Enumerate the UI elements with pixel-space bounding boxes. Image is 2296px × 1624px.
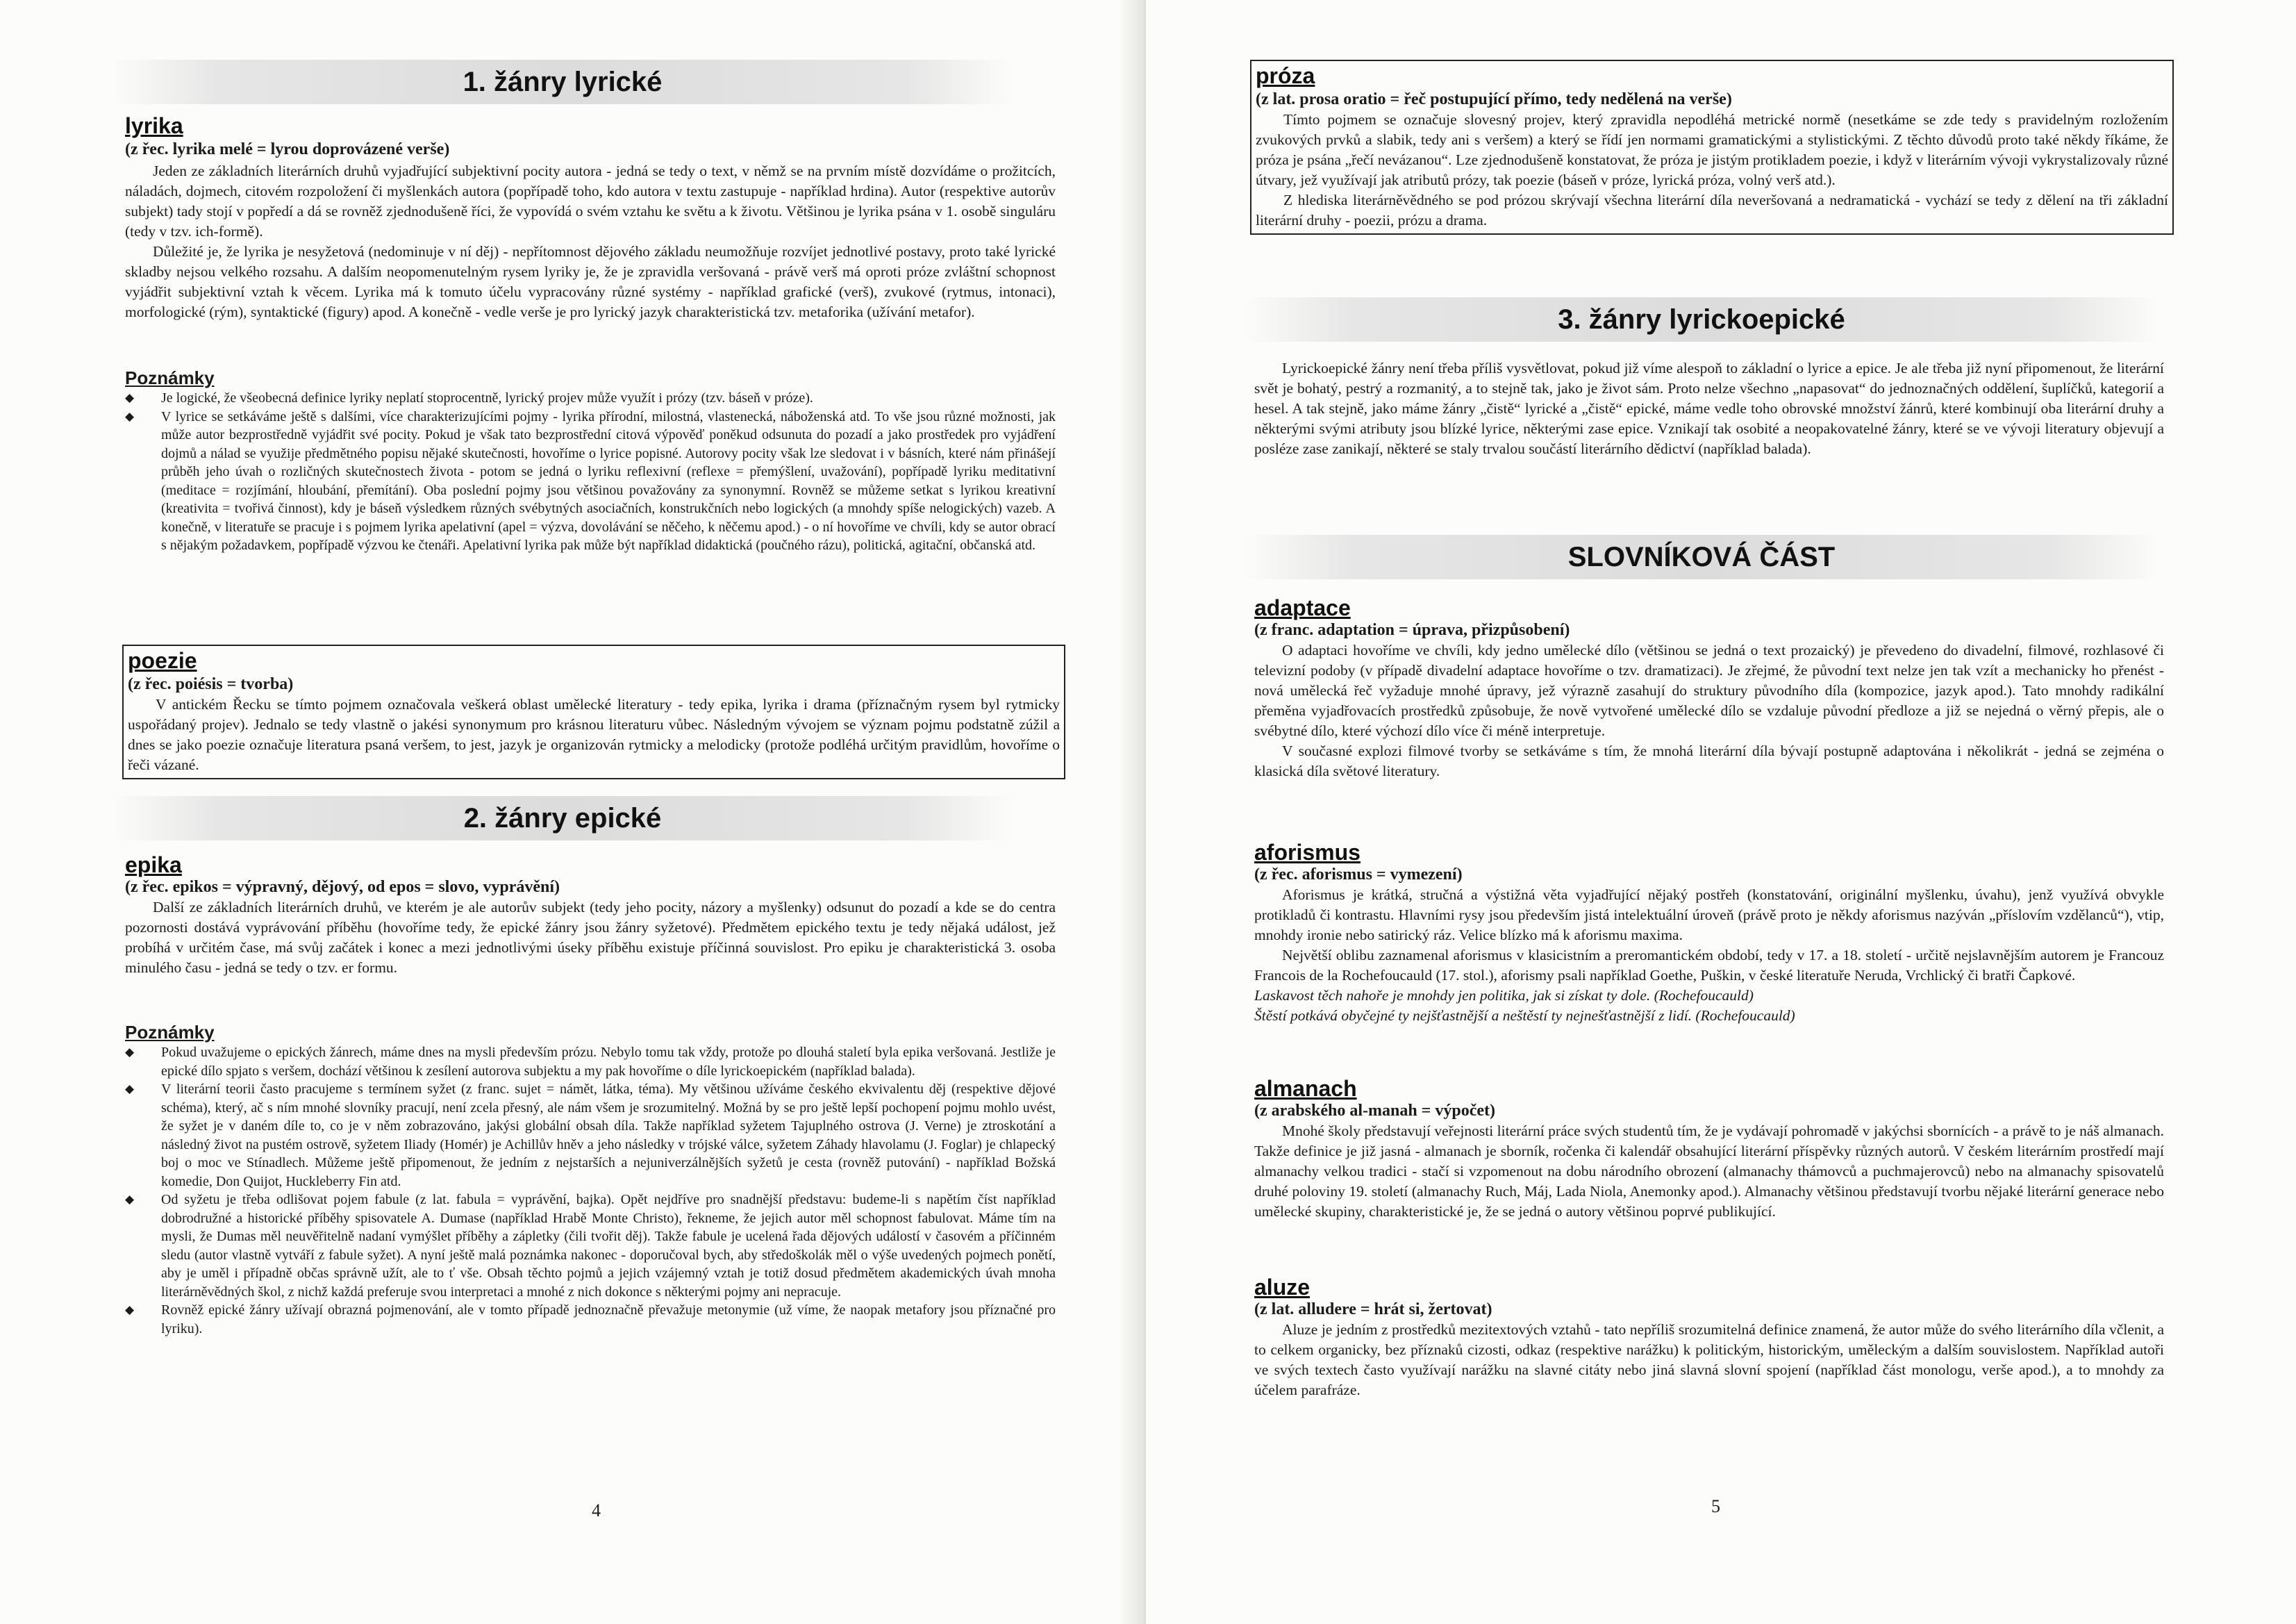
section-banner-lyricoepic: 3. žánry lyrickoepické: [1243, 297, 2160, 342]
entry-box-poezie: [122, 645, 1065, 779]
entry-origin-proza: (z lat. prosa oratio = řeč postupující přímo, tedy nedělená na verše): [1256, 90, 1732, 108]
note-text: Rovněž epické žánry užívají obrazná pojmenování, ale v tomto případě jednoznačně převažuje metonymie (už víme, že naopak metafory jsou příznačné pro lyriku).: [161, 1302, 1056, 1336]
paragraph: Z hlediska literárněvědného se pod prózou skrývají všechna literární díla neveršovaná a nedramatická - vychází se tedy z dělení na tři základní literární druhy - poezii, prózu a drama.: [1256, 192, 2168, 229]
entry-origin-almanach: (z arabského al-manah = výpočet): [1254, 1102, 1495, 1120]
entry-origin-aforismus: (z řec. aforismus = vymezení): [1254, 865, 1463, 884]
diamond-bullet-icon: ◆: [125, 1303, 135, 1316]
entry-title-lyrika: lyrika: [125, 113, 183, 138]
entry-text-lyrika: [125, 161, 1056, 322]
diamond-bullet-icon: ◆: [125, 409, 135, 423]
note-text: Od syžetu je třeba odlišovat pojem fabule (z lat. fabula = vyprávění, bajka). Opět nejdříve pro snadnější představu: budeme-li s napětím číst například dobrodružné a historické příběhy spisovatele A. Dumase (například Hrabě Monte Christo), řekneme, že jejich autor měl schopnost fabulovat. Máme tím na mysli, že Dumas měl neuvěřitelně nadaní vymýšlet příběhy a zápletky (čili tvořit děj). Takže fabule je ucelená řada dějových událostí v časovém a příčinném sledu (autor vlastně vytváří z fabule syžet). A nyní ještě malá poznámka nakonec - doporučoval bych, aby středoškolák měl o výše uvedených pojmech ponětí, aby je uměl i případně občas správně užít, ale to ť vše. Obsah těchto pojmů a jejich vzájemný vztah je totiž dosud předmětem akademických úvah mnoha literárněvědných škol, z nichž každá preferuje svou interpretaci a mnohé z nich dokonce s některými pojmy ani nepracuje.: [161, 1192, 1056, 1300]
notes-title-lyrika: Poznámky: [125, 367, 215, 388]
section-banner-epic: 2. žánry epické: [111, 796, 1014, 840]
note-text: Pokud uvažujeme o epických žánrech, máme dnes na mysli především prózu. Nebylo tomu tak vždy, protože po dlouhá staletí byla epika veršovaná. Jestliže je epické dílo spjato s veršem, dochází většinou k zesílení autorova subjektu a my pak hovoříme o díle lyrickoepickém (například balada).: [161, 1045, 1056, 1079]
entry-origin-lyrika: (z řec. lyrika melé = lyrou doprovázené verše): [125, 140, 450, 158]
note-text: V literární teorii často pracujeme s termínem syžet (z franc. sujet = námět, látka, téma). My většinou užíváme českého ekvivalentu děj (respektive dějové schéma), který, ač s ním mnohé slovníky pracují, není zcela přesný, ale nám všem je srozumitelný. Možná by se pro ještě lepší pochopení pojmu mohlo uvést, že syžet je v daném díle to, co je v něm zobrazováno, jakýsi globální obsah díla. Takže například syžetem Tajuplného ostrova (J. Verne) je ztroskotání a následný život na pustém ostrově, syžetem Iliady (Homér) je Achillův hněv a jeho následky v trójské válce, syžetem Záhady hlavolamu (J. Foglar) je chlapecký boj o moc ve Stínadlech. Můžeme ještě připomenout, že jedním z nejstarších a nejuniverzálnějších syžetů je cesta (rovněž putování) - například Božská komedie, Don Quijot, Huckleberry Fin atd.: [161, 1082, 1056, 1189]
paragraph: Aforismus je krátká, stručná a výstižná věta vyjadřující nějaký postřeh (konstatování, originální myšlenku, úvahu), jenž využívá obvykle protikladů či kontrastu. Hlavními rysy jsou především jistá intelektuální úroveň (právě proto je někdy aforismus nazýván „příslovím vzdělanců“), vtip, mnohdy ironie nebo satirický ráz. Velice blízko má k aforismu maxima.: [1254, 886, 2164, 943]
entry-title-epika: epika: [125, 852, 182, 877]
quote: Laskavost těch nahoře je mnohdy jen politika, jak si získat ty dole. (Rochefoucauld): [1254, 987, 1754, 1004]
entry-text-adaptace: [1254, 640, 2164, 781]
entry-text-aluze: [1254, 1320, 2164, 1400]
list-item: [125, 1043, 1056, 1080]
list-item: [125, 1080, 1056, 1191]
page-number: 4: [592, 1500, 601, 1521]
left-page: [0, 0, 1146, 1624]
paragraph: Mnohé školy představují veřejnosti literární práce svých studentů tím, že je vydávají pohromadě v jakýchsi sbornících - a právě to je náš almanach. Takže definice je již jasná - almanach je sborník, ročenka či kalendář obsahující literární příspěvky různých autorů. V českém literárním prostředí mají almanachy velkou tradici - stačí si vzpomenout na dobu národního obrození (almanachy thámovců a puchmajerovců) nebo na almanachy spisovatelů druhé poloviny 19. století (almanachy Ruch, Máj, Lada Niola, Anemonky apod.). Almanachy většinou představují tvorbu nějaké literární generace nebo umělecké skupiny, charakteristické je, že se jedná o autory většinou poprvé publikující.: [1254, 1122, 2164, 1220]
entry-title-aluze: aluze: [1254, 1275, 1311, 1300]
entry-text-epika: [125, 897, 1056, 978]
paragraph: Důležité je, že lyrika je nesyžetová (nedominuje v ní děj) - nepřítomnost dějového základu neumožňuje rozvíjet jednotlivé postavy, proto také lyrické skladby nejsou velkého rozsahu. A dalším neopomenutelným rysem lyriky je, že je zpravidla veršovaná - právě verš má oproti próze zvláštní schopnost vyjádřit subjektivní vztah k věcem. Lyrika má k tomuto účelu vypracovány různé systémy - například grafické (verš), zvukové (rytmus, intonaci), morfologické (rým), syntaktické (figury) apod. A konečně - vedle verše je pro lyrický jazyk charakteristická tzv. metaforika (užívání metafor).: [125, 243, 1056, 320]
entry-title-proza: próza: [1256, 63, 1315, 88]
entry-title-almanach: almanach: [1254, 1076, 1357, 1101]
paragraph: Tímto pojmem se označuje slovesný projev, který zpravidla nepodléhá metrické normě (nesetkáme se zde tedy s pravidelným rozložením zvukových prvků a slabik, tedy ani s veršem) a který se řídí jen normami gramatickými a stylistickými. Z těchto důvodů proto také někdy říkáme, že próza je psána „řečí nevázanou“. Lze zjednodušeně konstatovat, že próza je jistým protikladem poezie, i když v literárním vývoji vykrystalizovaly různé útvary, jež využívají jak atributů prózy, tak poezie (báseň v próze, lyrická próza, volný verš atd.).: [1256, 111, 2168, 188]
right-page: [1146, 0, 2296, 1624]
notes-list-epika: [125, 1043, 1056, 1338]
entry-origin-poezie: (z řec. poiésis = tvorba): [128, 675, 294, 693]
diamond-bullet-icon: ◆: [125, 1045, 135, 1059]
page-number: 5: [1711, 1496, 1720, 1516]
entry-text-proza: [1256, 110, 2168, 231]
entry-text-poezie: [128, 695, 1060, 775]
entry-text-aforismus: [1254, 885, 2164, 1026]
paragraph: Lyrickoepické žánry není třeba příliš vysvětlovat, pokud již víme alespoň to základní o lyrice a epice. Je ale třeba již nyní připomenout, že literární svět je bohatý, pestrý a rozmanitý, a to stejně tak, jako je život sám. Proto nelze všechno „napasovat“ do jednoznačných oddělení, šuplíčků, kategorií a hesel. A tak stejně, jako máme žánry „čistě“ lyrické a „čistě“ epické, máme vedle toho obrovské množství žánrů, které kombinují oba literární druhy a některými svými atributy jsou blízké lyrice, některými zase epice. Vznikají tak osobité a neopakovatelné žánry, které se ve vývoji literatury objevují a posléze zase zanikají, některé se staly trvalou součástí literárního dědictví (například balada).: [1254, 360, 2164, 457]
entry-origin-epika: (z řec. epikos = výpravný, dějový, od epos = slovo, vyprávění): [125, 878, 560, 896]
list-item: [125, 389, 1056, 408]
note-text: Je logické, že všeobecná definice lyriky neplatí stoprocentně, lyrický projev může využít i prózy (tzv. báseň v próze).: [161, 390, 813, 406]
entry-title-poezie: poezie: [128, 648, 197, 673]
paragraph: O adaptaci hovoříme ve chvíli, kdy jedno umělecké dílo (většinou se jedná o text prozaický) je převedeno do divadelní, filmové, rozhlasové či televizní podoby (v případě divadelní adaptace hovoříme o tzv. dramatizaci). Je zřejmé, že původní text nelze jen tak vzít a mechanicky ho přenést - nová umělecká řeč vyžaduje mnohé úpravy, jež výrazně zasahují do struktury původního díla (kompozice, jazyk apod.). Tato mnohdy radikální přeměna vyjadřovacích prostředků způsobuje, že nově vytvořené umělecké dílo se vzdaluje původní předloze a již se nejedná o věrný přepis, ale o svébytné dílo, které výchozí dílo více či méně interpretuje.: [1254, 642, 2164, 739]
paragraph: V současné explozi filmové tvorby se setkáváme s tím, že mnohá literární díla bývají postupně adaptována i několikrát - jedná se zejména o klasická díla světové literatury.: [1254, 743, 2164, 779]
paragraph: Největší oblibu zaznamenal aforismus v klasicistním a preromantickém období, tedy v 17. a 18. století - určitě nejslavnějším autorem je Francouz Francois de la Rochefoucauld (17. stol.), aforismy psali například Goethe, Puškin, v české literatuře Neruda, Vrchlický či bratři Čapkové.: [1254, 947, 2164, 984]
entry-origin-aluze: (z lat. alludere = hrát si, žertovat): [1254, 1300, 1492, 1318]
entry-origin-adaptace: (z franc. adaptation = úprava, přizpůsobení): [1254, 621, 1570, 639]
list-item: [125, 408, 1056, 555]
list-item: [125, 1301, 1056, 1338]
entry-box-proza: [1250, 60, 2174, 235]
notes-title-epika: Poznámky: [125, 1022, 215, 1043]
paragraph: Jeden ze základních literárních druhů vyjadřující subjektivní pocity autora - jedná se tedy o text, v němž se na prvním místě dozvídáme o prožitcích, náladách, dojmech, citovém rozpoložení či myšlenkách autora (popřípadě toho, kdo autora v textu zastupuje - například hrdina). Autor (respektive autorův subjekt) tady stojí v popředí a dá se rovněž zjednodušeně říci, že vypovídá o svém vztahu ke světu a k životu. Většinou je lyrika psána v 1. osobě singuláru (tedy v tzv. ich-formě).: [125, 163, 1056, 240]
diamond-bullet-icon: ◆: [125, 1193, 135, 1206]
notes-list-lyrika: [125, 389, 1056, 555]
diamond-bullet-icon: ◆: [125, 391, 135, 404]
note-text: V lyrice se setkáváme ještě s dalšími, více charakterizujícími pojmy - lyrika přírodní, milostná, vlastenecká, náboženská atd. To vše jsou různé možnosti, jak může autor bezprostředně vyjádřit své pocity. Pokud je však tato bezprostřední citová výpověď poněkud odsunuta do pozadí a jako prostředek pro vyjádření dojmů a nálad se využije předmětného popisu nějaké skutečnosti, hovoříme o lyrice popisné. Autorovy pocity však lze sledovat i v básních, které nám přinášejí průběh jeho úvah o rozličných skutečnostech života - potom se jedná o lyriku reflexivní (reflexe = přemýšlení, uvažování), popřípadě lyriku meditativní (meditace = rozjímání, hloubání, přemítání). Oba poslední pojmy jsou většinou považovány za synonymní. Rovněž se můžeme setkat s lyrikou kreativní (kreativita = tvořivá činnost), kdy je báseň výsledkem různých svébytných asociačních, konstrukčních nebo logických (a mnohdy spíše nelogických) vazeb. A konečně, v literatuře se pracuje i s pojmem lyrika apelativní (apel = výzva, dovolávání se něčeho, k něčemu apod.) - o ní hovoříme ve chvíli, kdy se autor obrací s nějakým požadavkem, popřípadě výzvou ke čtenáři. Apelativní lyrika pak může být například didaktická (poučného rázu), politická, agitační, občanská atd.: [161, 408, 1056, 553]
list-item: [125, 1191, 1056, 1301]
entry-title-aforismus: aforismus: [1254, 840, 1361, 865]
entry-title-adaptace: adaptace: [1254, 595, 1351, 620]
section-banner-dictionary: SLOVNÍKOVÁ ČÁST: [1243, 535, 2160, 579]
diamond-bullet-icon: ◆: [125, 1082, 135, 1095]
entry-text-almanach: [1254, 1121, 2164, 1222]
entry-text-lyrickoepicke: [1254, 358, 2164, 459]
quote: Štěstí potkává obyčejné ty nejšťastnější a neštěstí ty nejnešťastnější z lidí. (Rochefoucauld): [1254, 1007, 1795, 1024]
paragraph: Další ze základních literárních druhů, ve kterém je ale autorův subjekt (tedy jeho pocity, názory a myšlenky) odsunut do pozadí a kde se do centra pozornosti dostává vyprávování příběhu (hovoříme tedy, že epické žánry jsou žánry syžetové). Předmětem epického textu je tedy nějaká událost, jež probíhá v určitém čase, má svůj začátek i konec a mezi jednotlivými úseky příběhu existuje příčinná souvislost. Pro epiku je charakteristická 3. osoba minulého času - jedná se tedy o tzv. er formu.: [125, 899, 1056, 976]
paragraph: Aluze je jedním z prostředků mezitextových vztahů - tato nepříliš srozumitelná definice znamená, že autor může do svého literárního díla včlenit, a to celkem organicky, bez příznaků cizosti, odkaz (respektive narážku) k politickým, historickým, uměleckým a dalším souvislostem. Například autoři ve svých textech často využívají narážku na slavné citáty nebo jiná slavná slovní spojení (například část monologu, verše apod.), a to mnohdy za účelem parafráze.: [1254, 1321, 2164, 1398]
paragraph: V antickém Řecku se tímto pojmem označovala veškerá oblast umělecké literatury - tedy epika, lyrika i drama (příznačným rysem byl rytmicky uspořádaný projev). Jednalo se tedy vlastně o jakési synonymum pro krásnou literaturu vůbec. Následným vývojem se význam pojmu podstatně zúžil a dnes se jako poezie označuje literatura psaná veršem, to jest, jazyk je organizován rytmicky a melodicky (protože podléhá určitým pravidlům, hovoříme o řeči vázané.: [128, 696, 1060, 773]
section-banner-lyric: 1. žánry lyrické: [111, 60, 1014, 104]
